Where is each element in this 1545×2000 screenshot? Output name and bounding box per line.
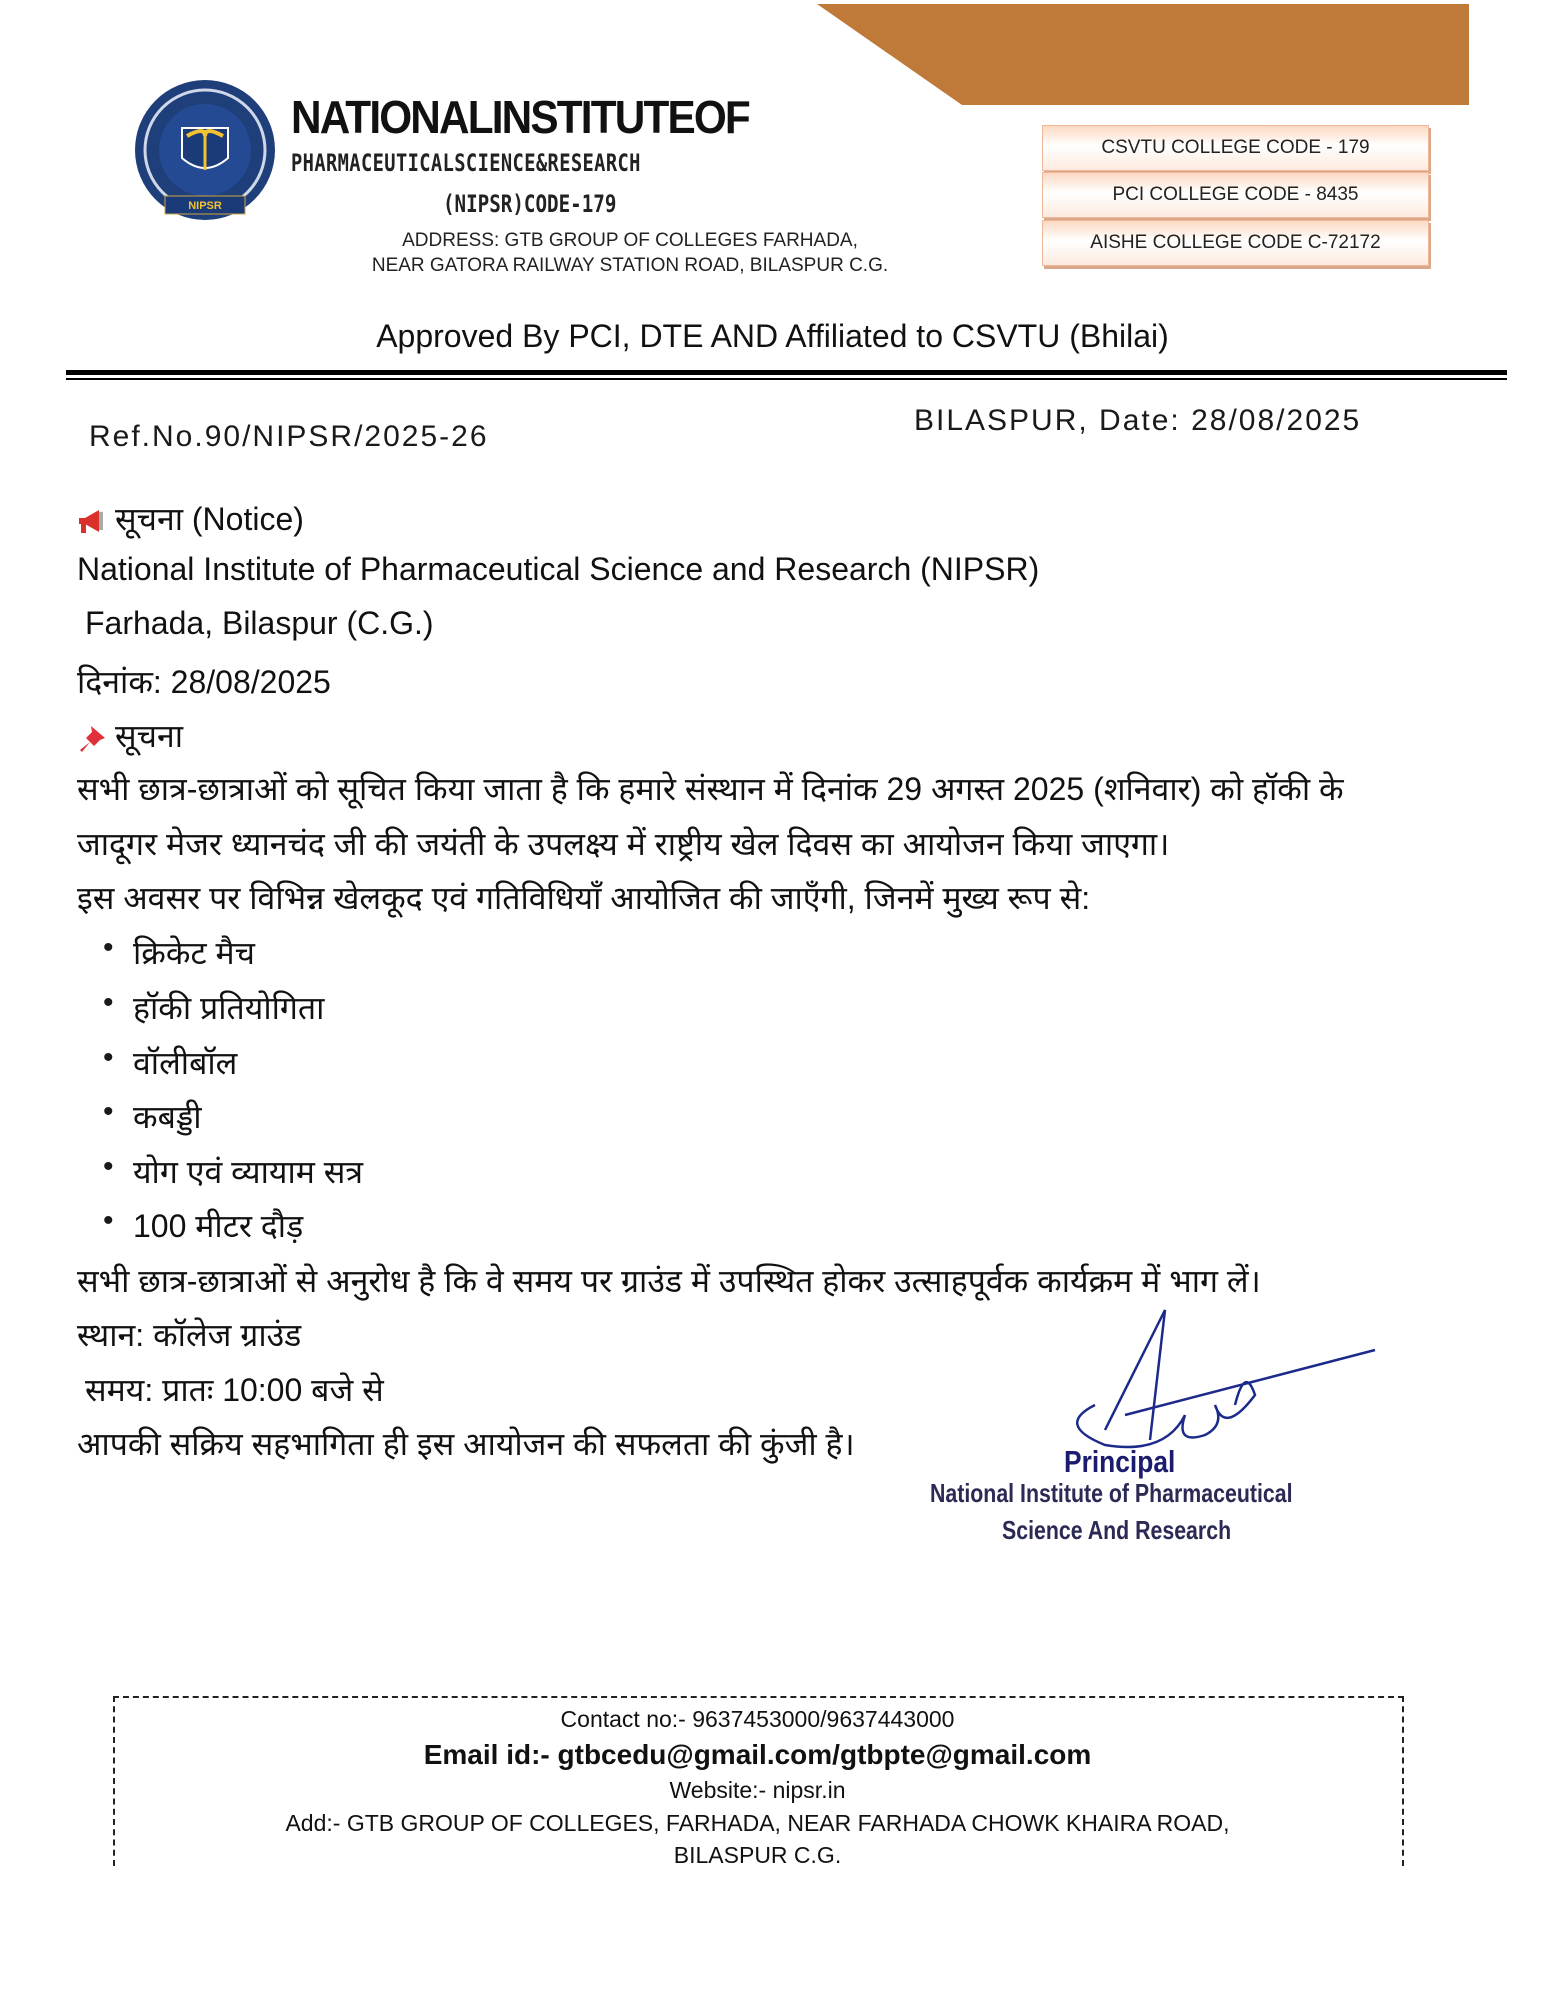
logo-text: NIPSR (188, 200, 222, 212)
institute-logo (127, 78, 283, 230)
request-text: सभी छात्र-छात्राओं से अनुरोध है कि वे समय पर ग्राउंड में उपस्थित होकर उत्साहपूर्वक कार्यक्रम में भाग लें। (77, 1263, 1261, 1299)
notice-date: दिनांक: 28/08/2025 (77, 664, 331, 700)
institute-location: Farhada, Bilaspur (C.G.) (85, 605, 434, 641)
signatory-institute-line-1: National Institute of Pharmaceutical (930, 1478, 1293, 1508)
bullet-icon: • (103, 931, 114, 964)
activity-item: योग एवं व्यायाम सत्र (133, 1154, 364, 1190)
pushpin-icon (77, 724, 109, 754)
bullet-icon: • (103, 1095, 114, 1128)
notice-heading (77, 497, 304, 540)
sub-heading-text: सूचना (115, 718, 184, 754)
pci-code-badge: PCI COLLEGE CODE - 8435 (1042, 172, 1429, 218)
paragraph-1-line-1: सभी छात्र-छात्राओं को सूचित किया जाता है कि हमारे संस्थान में दिनांक 29 अगस्त 2025 (शनिवार) को हॉकी के (77, 771, 1344, 807)
paragraph-2: इस अवसर पर विभिन्न खेलकूद एवं गतिविधियाँ आयोजित की जाएँगी, जिनमें मुख्य रूप से: (77, 880, 1091, 916)
activity-item: कबड्डी (133, 1099, 202, 1135)
footer-address-line-2: BILASPUR C.G. (673, 1842, 842, 1868)
activity-item: 100 मीटर दौड़ (133, 1208, 304, 1244)
approval-line: Approved By PCI, DTE AND Affiliated to CSVTU (Bhilai) (376, 318, 1169, 354)
venue-text: स्थान: कॉलेज ग्राउंड (77, 1317, 302, 1353)
activity-item: क्रिकेट मैच (133, 935, 255, 971)
footer-contact: Contact no:- 9637453000/9637443000 (560, 1706, 955, 1732)
paragraph-1-line-2: जादूगर मेजर ध्यानचंद जी की जयंती के उपलक्ष्य में राष्ट्रीय खेल दिवस का आयोजन किया जाएगा। (77, 826, 1170, 862)
institute-name: National Institute of Pharmaceutical Science and Research (NIPSR) (77, 551, 1040, 587)
sub-heading (77, 714, 183, 757)
header-divider-thin (66, 378, 1507, 380)
institute-subtitle: PHARMACEUTICALSCIENCE&RESEARCH (291, 149, 641, 177)
signatory-institute-line-2: Science And Research (1002, 1515, 1232, 1545)
time-text: समय: प्रातः 10:00 बजे से (85, 1372, 384, 1408)
bullet-icon: • (103, 1204, 114, 1237)
closing-text: आपकी सक्रिय सहभागिता ही इस आयोजन की सफलता की कुंजी है। (77, 1426, 855, 1462)
bullet-icon: • (103, 1150, 114, 1183)
bullet-icon: • (103, 1041, 114, 1074)
place-date: BILASPUR, Date: 28/08/2025 (914, 404, 1362, 437)
institute-code: (NIPSR)CODE-179 (443, 190, 617, 218)
activity-item: वॉलीबॉल (133, 1045, 238, 1081)
header-accent-shape (817, 4, 1469, 105)
footer-email: Email id:- gtbcedu@gmail.com/gtbpte@gmail.com (423, 1739, 1092, 1770)
megaphone-icon (77, 508, 109, 536)
csvtu-code-badge: CSVTU COLLEGE CODE - 179 (1042, 125, 1429, 171)
address-line-1: ADDRESS: GTB GROUP OF COLLEGES FARHADA, (402, 230, 858, 251)
signatory-title: Principal (1064, 1444, 1176, 1479)
address-line-2: NEAR GATORA RAILWAY STATION ROAD, BILASPUR C.G. (371, 255, 889, 276)
institute-title: NATIONALINSTITUTEOF (291, 91, 749, 143)
reference-number: Ref.No.90/NIPSR/2025-26 (89, 420, 489, 453)
footer-website: Website:- nipsr.in (669, 1777, 846, 1803)
bullet-icon: • (103, 986, 114, 1019)
aishe-code-badge: AISHE COLLEGE CODE C-72172 (1042, 220, 1429, 266)
notice-heading-text: सूचना (Notice) (115, 501, 304, 537)
footer-address-line-1: Add:- GTB GROUP OF COLLEGES, FARHADA, NEAR FARHADA CHOWK KHAIRA ROAD, (285, 1810, 1230, 1836)
header-divider (66, 370, 1507, 375)
activity-item: हॉकी प्रतियोगिता (133, 990, 325, 1026)
